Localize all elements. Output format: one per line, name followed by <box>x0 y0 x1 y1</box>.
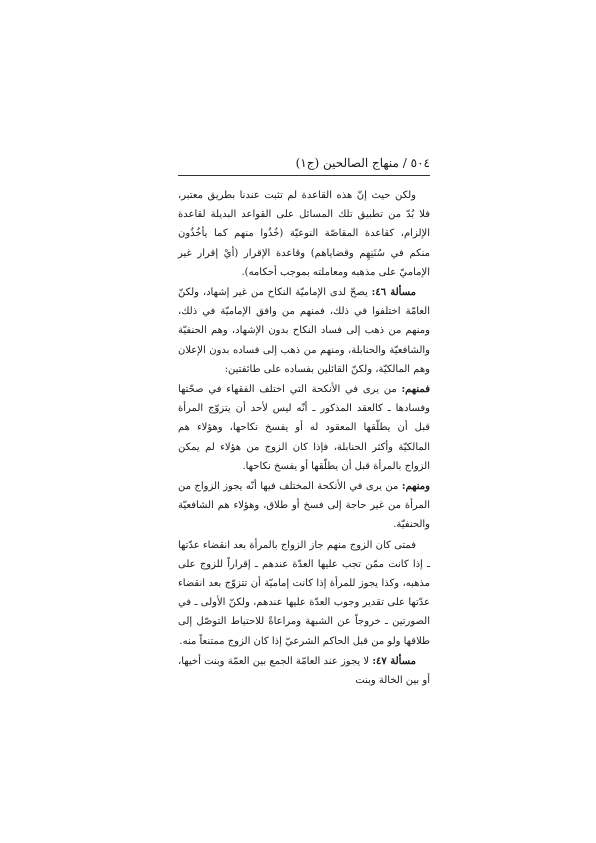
second-group-text: من يرى في الأنكحة المختلف فيها أنّه يجوز الزواج من المرأة من غير حاجة إلى فسخ أو طلاق، وهؤلاء هم الشافعيّة والحنفيّة. <box>178 481 430 531</box>
ruling-text: فمتى كان الزوج منهم جاز الزواج بالمرأة بعد انقضاء عدّتها ـ إذا كانت ممّن تجب عليها العدّة عندهم ـ إقراراً للزوج على مذهبه، وكذا يجوز للمرأة إذا كانت إماميّة أن تتزوّج بعد انقضاء عدّتها على تقدير وجوب العدّة عليها عندهم، ولكنّ الأولى ـ في الصورتين ـ خروجاً عن الشبهة ومراعاةً للاحتياط التوصّل إلى طلاقها ولو من قبل الحاكم الشرعيّ إذا كان الزوج ممتنعاً منه. <box>178 539 430 647</box>
issue-46-label: مسألة ٤٦: <box>371 287 416 299</box>
paragraph-second-group <box>178 477 430 535</box>
paragraph-1-text: ولكن حيث إنّ هذه القاعدة لم تثبت عندنا بطريق معتبر، فلا بُدّ من تطبيق تلك المسائل على القواعد البديلة لقاعدة الإلزام، كقاعدة المقاصّة النوعيّة (خُذُوا منهم كما يأخُذُون منكم في سُنَنِهِم وقضاياهم) وقاعدة الإقرار (أيْ إقرار غير الإماميّ على مذهبه ومعاملته بموجب أحكامه). <box>178 190 430 278</box>
issue-46-text: يصحّ لدى الإماميّة النكاح من غير إشهاد، ولكنّ العامّة اختلفوا في ذلك، فمنهم من وافق الإماميّة في ذلك، ومنهم من ذهب إلى فساد النكاح بدون الإشهاد، وهم الحنفيّة والشافعيّة والحنابلة، ومنهم من ذهب إلى فساده بدون الإعلان وهم المالكيّة، ولكنّ القائلين بفساده على طائفتين: <box>178 287 430 375</box>
page-body <box>178 186 430 690</box>
paragraph-first-group <box>178 380 430 476</box>
issue-47-label: مسألة ٤٧: <box>372 655 417 667</box>
paragraph-1 <box>178 186 430 282</box>
paragraph-issue-47 <box>178 652 430 690</box>
first-group-text: من يرى في الأنكحة التي اختلف الفقهاء في صحّتها وفسادها ـ كالعقد المذكور ـ أنّه ليس لأحد أن يتزوّج المرأة قبل أن يطلّقها المعقود له أو يفسخ نكاحها، وهؤلاء هم المالكيّة وأكثر الحنابلة، فإذا كان الزوج من هؤلاء لم يمكن الزواج بالمرأة قبل أن يطلّقها أو يفسخ نكاحها. <box>178 384 430 472</box>
running-header: ٥٠٤ / منهاج الصالحين (ج١) <box>295 156 430 170</box>
paragraph-issue-46 <box>178 283 430 379</box>
issue-47-text: لا يجوز عند العامّة الجمع بين العمّة وبنت أخيها، أو بين الخالة وبنت <box>178 655 430 687</box>
second-group-label: ومنهم: <box>401 481 430 493</box>
header-divider <box>178 175 430 176</box>
first-group-label: فمنهم: <box>401 384 430 396</box>
paragraph-ruling <box>178 536 430 651</box>
